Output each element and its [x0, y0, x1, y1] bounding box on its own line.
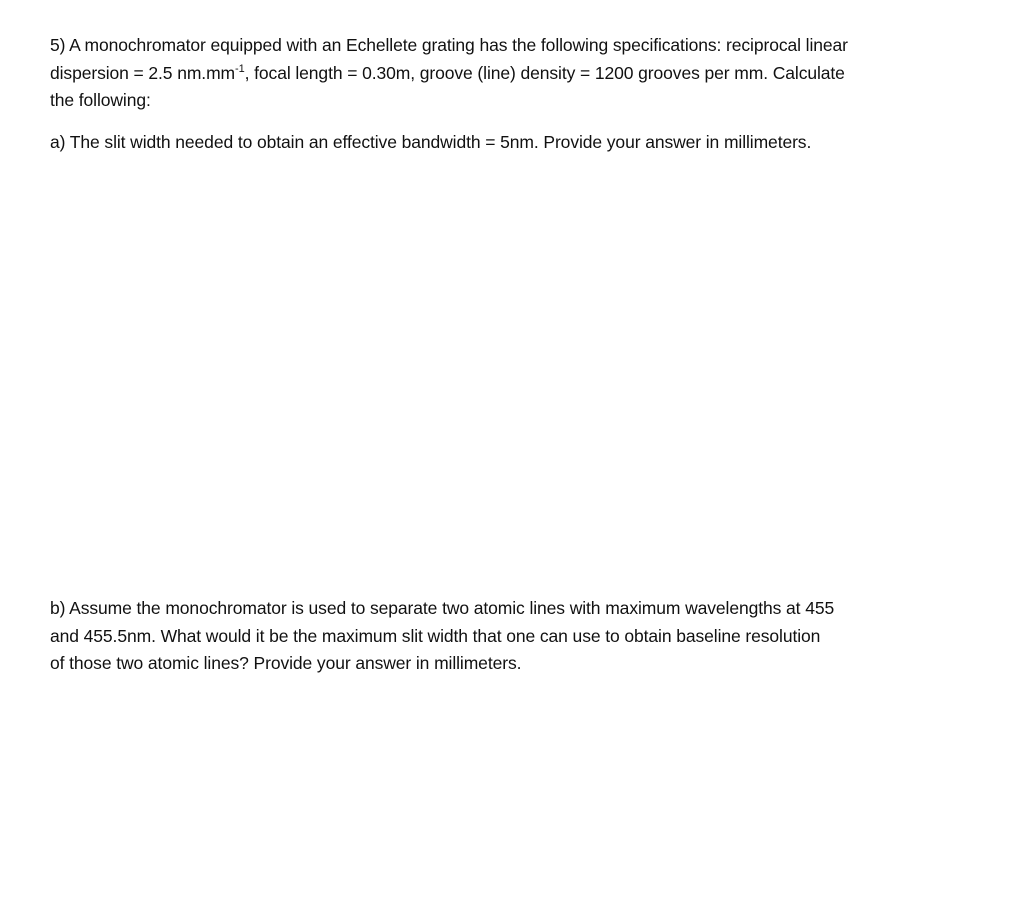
intro-line-2-text: dispersion = 2.5 nm.mm [50, 62, 236, 83]
question-part-a [50, 129, 950, 157]
question-intro [50, 32, 950, 115]
part-b-line-2: and 455.5nm. What would it be the maximum slit width that one can use to obtain baseline resolution [50, 625, 821, 646]
part-b-line-3: of those two atomic lines? Provide your answer in millimeters. [50, 653, 522, 673]
part-a-line-1: a) The slit width needed to obtain an effective bandwidth = 5nm. Provide your answer in millimeters. [50, 132, 812, 152]
intro-line-3: the following: [50, 90, 151, 110]
intro-line-1: 5) A monochromator equipped with an Echellete grating has the following specifications: reciprocal linear [50, 35, 848, 55]
intro-line-2 [50, 60, 950, 88]
superscript-exponent: -1 [235, 62, 245, 75]
part-b-line-1: b) Assume the monochromator is used to separate two atomic lines with maximum wavelengths at 455 [50, 598, 835, 618]
question-part-b [50, 595, 950, 678]
intro-line-2-rest: , focal length = 0.30m, groove (line) density = 1200 grooves per mm. Calculate [244, 62, 845, 83]
